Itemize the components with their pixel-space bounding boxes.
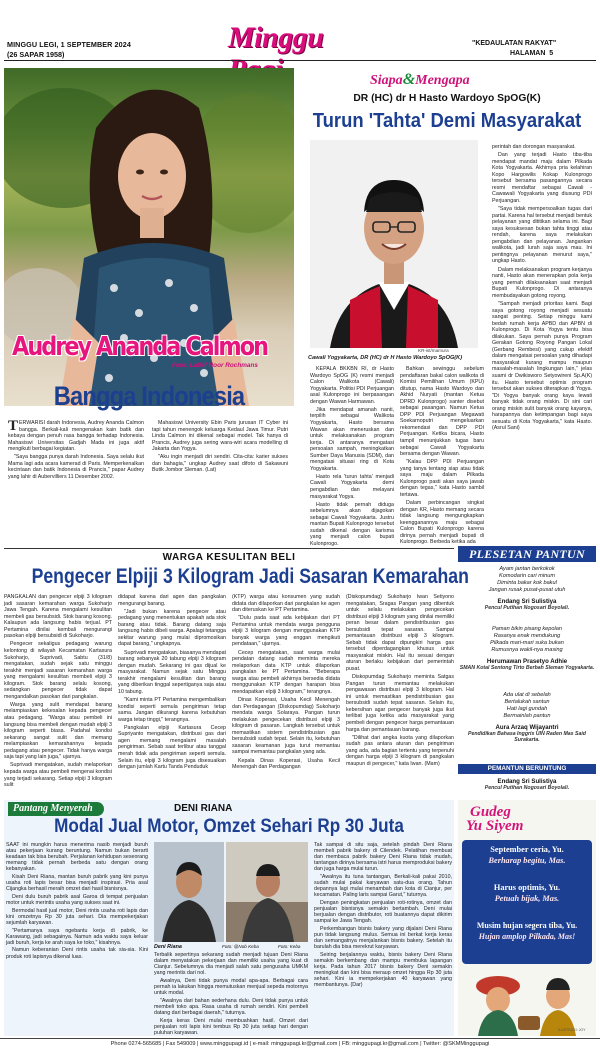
- gudeg-line-a: September ceria, Yu.: [490, 845, 564, 854]
- deni-section-label: Pantang Menyerah: [13, 803, 93, 814]
- deni-para: Dengan peningkatan penjualan roti-rotinya, omzet dan penjualan bisnisnya semakin bertambah. Deni mulai berjualan dengan distributor, roti buatannya dapat dikirim sampai ke Jawa Tengah.: [314, 900, 452, 925]
- lpg-headline: Pengecer Elpiji 3 Kilogram Jadi Sasaran Kemarahan: [31, 565, 469, 588]
- profile-headline: Turun 'Tahta' Demi Masyarakat: [312, 109, 582, 132]
- pantun-box: [458, 546, 596, 762]
- gudeg-title-l2: Yu Siyem: [466, 818, 524, 834]
- header-rule: [4, 60, 596, 61]
- lpg-col3: [232, 594, 340, 772]
- lpg-col1: [4, 594, 112, 790]
- lpg-para: Dinas Koperasi, Usaha Kecil Menengah dan Perdagangan (Diskopumdag) Sukoharjo mendata warga Solaraya. Pangan turun melakukan pengecekan distribusi elpiji 3 kilogram di pasaran. Langkah tersebut untuk memastikan sistem pendistribusian gas bersubsidi sudah tepat. Selain itu, kebutuhan sasaran keamanan juga turut memantau sampai memantau pangkalan yang ada.: [232, 696, 340, 756]
- pantun-block-3: [458, 692, 596, 743]
- deni-para: Tak sampai di situ saja, setelah pindah Deni Riana membeli pabrik bakery di Cilendek. Pelatihan membuat dan membaca pabrik bakery Deni Riana tidak mudah, tantangan dirinya bersama istri harus memproduksi bakery dan juga harga mulai turun.: [314, 842, 452, 873]
- deni-story: [4, 800, 454, 1036]
- pantun-author: Herumawan Prasetyo Adhie: [486, 658, 568, 665]
- feature-headline: Bangga Indonesia: [53, 381, 245, 411]
- deni-para: "Awalnya itu tuna tantangan, Berkali-kali pakai 2010, sudah mulai pakai karyawan satu-dua orang. Tahun depannya lagi mulai menambah dan kota di Cianjur, per kecamatan. Paling laris sampai Garut," tuturnya.: [314, 874, 452, 899]
- pantun-line: Rasanya enak mendukung: [493, 633, 561, 639]
- pantun-org: Pencul Putihan Nogosari Boyolali.: [484, 605, 570, 611]
- dropcap: T: [8, 418, 19, 434]
- gudeg-cartoon: [458, 966, 596, 1036]
- page-footer: [0, 1038, 600, 1050]
- masthead-motto: "KEDAULATAN RAKYAT": [472, 40, 557, 47]
- feature-body-col2: [152, 420, 288, 476]
- lpg-story: [4, 548, 469, 798]
- deni-credit-left: Foto: @Nob Keba: [222, 944, 259, 949]
- gudeg-line-a: Musim hujan segera tiba, Yu.: [476, 921, 578, 930]
- gudeg-line-b: Petuah bijak, Mas.: [494, 894, 560, 903]
- lpg-rule: [4, 548, 454, 549]
- lpg-para: (Diskopumdag) Sukoharjo Iwan Setiyono mengatakan, Sragas Pangan yang dibentuk untuk selalu melakukan pengecekan distribusi elpiji 3 kilogram yang dinilai memiliki peran besar dalam pendistribusian gas bersubsidi tepat sasaran. Sampai pemantauan distribusi elpiji 3 kilogram. Sebab tidak dapat dipungkiri harga gas tersebut diperdagangkan khusus untuk masyarakat miskin. Hal itu sesuai dengan aturan berlaku kebijakan dari pemerintah pusat.: [346, 594, 454, 673]
- pantun-line: Paman bikin pisang kepolan: [492, 626, 562, 632]
- winner-org: Pencul Putihan Nogosari Boyolali.: [484, 785, 570, 791]
- pantun-line: Rumusnya wakil-nya masing: [491, 647, 563, 653]
- gudeg-dialog: [462, 844, 592, 942]
- deni-para: "Awalnya dari bahan sederhana dulu. Deni tidak punya untuk membeli toko apa. Rasa usaha di rumah sendiri. Kini pembeli datang dari berbagai daerah," tuturnya.: [154, 997, 308, 1017]
- profile-para: Hasto rela 'turun tahta' menjadi Cawali Yogyakarta demi pengabdian dan melayani masyarakat Yogya.: [310, 473, 394, 500]
- pantun-line: Bermainlah pantun: [503, 713, 551, 719]
- lpg-para: Pengecer sekaligus pedagang warung kelontong di wilayah Kecamatan Kartasura Sukoharjo, Suprivadi, Sabtu (31/8) mengatakan, sudah sejak satu minggu terakhir menjadi sasaran kemarahan warga yang mengalami kesulitan membeli elpiji 3 kilogram. Stok barang selalu kosong, sedangkan pengecer tidak dapat mengandalkan pasokan dari pangkalan.: [4, 641, 112, 700]
- winner-band: PEMANTUN BERUNTUNG: [458, 764, 596, 774]
- hijri-date: (26 SAPAR 1958): [7, 50, 65, 59]
- lpg-para: PANGKALAN dan pengecer elpiji 3 kilogram jadi sasaran kemarahan warga Sukoharjo Jawa Tengah. Karena mengalami kesulitan membeli gas bersubsidi. Stok barang kosong. Kalaupun ada langsung habis terjual. PT Pertamina dinilai kembali mengurangi pasokan elpiji bersubsidi di Sukoharjo.: [4, 594, 112, 640]
- deni-photo-left: [154, 842, 224, 942]
- feature-photo-credit: Foto: Latief Noor Rochmans: [172, 362, 258, 369]
- lpg-para: "Dilihat dari angka kuota yang dilaporkan sudah pas antara aturan dan pengiriman yang ada, ada bagian tertentu yang terpenuhi dengan harga elpiji 3 kilogram di pangkalan maupun di pengecer," kata Iwan. (Mam): [346, 734, 454, 767]
- lpg-para: Pangkalan elpiji Kartasura Cecep Supriyanto mengatakan, distribusi gas dari agen memang mengalami masalah pengiriman. Sebab saat terlibur atau tanggal merah tidak ada pengiriman seperti semula. Selain itu, elpiji 3 kilogram juga disesuaikan dengan jumlah Kartu Tanda Penduduk: [118, 724, 226, 771]
- feature-body-col1: [8, 420, 144, 482]
- winner-author: Endang Sri Sulistiya: [497, 778, 557, 785]
- deni-para: "Pertamanya saya ngebantu kerja di pabrik, ke Karawang, jadi sebagainya. Namun ada waktu saya keluar jadi buruh, kerja ke arah saya ke toko," kisahnya.: [6, 927, 148, 946]
- gudeg-line-b: Hujan amplop Pilkada, Mas!: [478, 932, 576, 941]
- deni-caption-right: Foto: Keba: [278, 944, 301, 949]
- hasto-illustration: [310, 140, 478, 348]
- deni-photo-right: [226, 842, 308, 942]
- profile-para: Hasto tidak pernah diduga sebelumnya akan dijagokan sebagai Cawali Yogyakarta. Justru mantan Bupati Kulonprogo tersebut sudah dikenal dengan karisma yang menjadi calon bupati Kulonprogo.: [310, 501, 394, 547]
- pantun-line: Komodarin cari minum: [499, 573, 555, 579]
- gudeg-line-a: Harus optimis, Yu.: [493, 883, 561, 892]
- gudeg-title-l1: Gudeg: [470, 804, 511, 820]
- masthead-logo: [228, 22, 368, 54]
- profile-caption: Cawali Yogyakarta, DR (HC) dr H Hasto Wardoyo SpOG(K): [308, 355, 463, 361]
- profile-photo: [310, 140, 478, 348]
- feature-para: "Aku ingin menjadi diri sendiri. Cita-cita: karier sukses dan bahagia," ungkap Audrey saat difoto di Sakawuni Butik Jombor Sleman. (Lat): [152, 454, 288, 474]
- lpg-para: Cecep mengatakan, saat warga mulai pendatan datang sudah meminta mereka melaporkan data KTP untuk dilaporkan pangkalan ke PT Pertamina. "Beberapa warga atau pembeli akhirnya bersedia didata menggunakan KTP dengan harapan bisa mendapatkan elpiji 3 kilogram," terangnya.: [232, 649, 340, 695]
- deni-para: Awalnya, Deni tidak punya modal apa-apa. Berbagai cara pernah ia lakukan hingga memutuskan menjual sepeda motornya untuk modal.: [154, 977, 308, 997]
- deni-name: DENI RIANA: [174, 803, 233, 814]
- pantun-author: Endang Sri Sulistiya: [497, 598, 557, 605]
- pantun-title: PLESETAN PANTUN: [469, 547, 585, 561]
- feature-para: Mahasiswi University Ebin Paris jurusan IT Cyber ini tapi tahun menengok keluarga Kedaul Jawa Timur. Putri Linda Calmon ini dikenal sebagai model. Tak hanya di Prancis, Audrey juga sering wara-wiri acara modelling di Jakarta dan Yogya.: [152, 420, 288, 453]
- deni-para: Kerja keras Deni mulai membuahkan hasil. Omzet dari penjualan roti lapis kini tembus Rp 30 juta setiap hari dengan puluhan karyawan.: [154, 1017, 308, 1036]
- pantun-line: Pilkada mari-mari suka bukan: [490, 640, 564, 646]
- feature-audrey: [4, 68, 294, 546]
- section-badge-pre: Siapa: [370, 73, 403, 88]
- pantun-line: Ada ulat di sebelah: [503, 692, 551, 698]
- deni-para: Deni dulu buruh pabrik asal Garoa di tempat penjualan motor untuk merintis usaha yang sukses saat ini.: [6, 893, 148, 907]
- gudeg-spacer: [462, 904, 592, 920]
- deni-col1: [6, 842, 148, 961]
- page-header: [0, 0, 600, 66]
- section-badge-post: Mengapa: [415, 73, 470, 88]
- gudeg-artist: ILUSTRASI: JOY: [558, 1028, 586, 1032]
- pantun-line: Ayam jantan berkokok: [499, 566, 555, 572]
- gudeg-line-b: Berharap begitu, Mas.: [488, 856, 566, 865]
- profile-para: Dan yang terjadi Hasto tiba-tiba mendapat mandat maju dalam Pilkada Kota Yogyakarta. Akhirnya pria kelahiran Kopo Hargowilis Kokap Kulonprogo tersebut bersama pasangannya secara resmi mendaftar sebagai Cawali - Cawawali Yogyakarta yang diusung PDI Perjuangan.: [492, 152, 592, 204]
- lpg-col4: [346, 594, 454, 769]
- pantun-org: SMAN Kotal Sentong Tirto Berbah Sleman Yogyakarta.: [459, 665, 595, 671]
- deni-para: SAAT ini mungkin harus menerima nasib menjadi buruh atau pekerjaan kurang beruntung. Namun bukan berarti keadaan tak bisa berubah. Perjalanan kehidupan seseorang memang tidak pernah berbeda satu dengan orang kebanyakan.: [6, 842, 148, 873]
- date-line: MINGGU LEGI, 1 SEPTEMBER 2024: [7, 40, 131, 49]
- lpg-para: Warga yang sulit mendapat barang melampiaskan kekesalan kepada pengecer atau pedagang. "Warga atau pembeli ini langsung bisa membeli dengan mudah elpiji 3 kilogram seperti biasa. Padahal kondisi sekarang sangat sulit dan memang melampiaskan kemarahannya kepada pedagang atau pengecer. Tidak hanya warga saja tapi yang lain juga," ujarnya.: [4, 701, 112, 761]
- pantun-line: Diminta bakar kok bakul: [497, 580, 557, 586]
- lpg-para: Suprivadi mengatakan, sudah melaporkan kepada warga atau pembeli mengenai kondisi yang terjadi sekarang. Setiap elpiji 3 kilogram sulit: [4, 762, 112, 789]
- lpg-para: didapat karena dari agen dan pangkalan mengurangi barang.: [118, 594, 226, 607]
- lpg-para: "Jadi bukan karena pengecer atau pedagang yang menentukan apakah ada stok barang atau tidak. Barang datang saja langsung habis dibeli warga. Apalagi tetangga sekitar warung yang mulai dipromosikan dapat barang," ungkapnya.: [118, 608, 226, 648]
- lpg-para: Kepala Dinas Koperasi, Usaha Kecil Menengah dan Perdagangan: [232, 757, 340, 771]
- pantun-line: Bertalukah santun: [504, 699, 550, 705]
- lpg-para: "Dulu pada saat ada kebijakan dari PT Pertamina untuk mendata warga pengguna elpiji 3 kilogram dengan menggunakan KTP banyak warga yang enggan mengikuti pendataan," ujarnya.: [232, 615, 340, 648]
- pantun-line: Jangan rusak pusat-pusat utuh: [488, 587, 566, 593]
- deni-photo-left-illustration: [154, 842, 224, 942]
- section-badge-amp: &: [402, 71, 416, 88]
- lpg-para: Diskopumdag Sukoharjo meminta Satgas Pangan turun memantau melakukan pengawasan distribusi elpiji 3 kilogram. Hal ini untuk memastikan pendistribusian gas bersubsidi sudah tepat sasaran. Selain itu, kebersihan agar pengecer banyak juga ikut terlibat juga ketika ada masyarakat yang pembeli dengan pengecer harga pemantauan harga dan pemantauan barang.: [346, 674, 454, 733]
- profile-para: Dalam melaksanakan program kerjanya nanti, Hasto akan menerapkan pola kerja yang pernah dilaksanakan saat menjadi Bupati Kulonprogo. Di antaranya membudayakan gotong royong.: [492, 266, 592, 299]
- profile-para: Dalam perbincangan singkat dengan KR, Hasto memang secara tidak langsung mengungkapkan keengganannya maju sebagai Calon Bupati Kulonprogo karena dirinya pernah menjadi bupati di Kulonprogo. Berbeda ketika ada: [400, 500, 484, 546]
- gudeg-cartoon-illustration: [458, 966, 596, 1036]
- winner-box: [458, 764, 596, 798]
- pantun-block-1: [458, 566, 596, 611]
- lpg-para: (KTP) warga atau konsumen yang sudah didata dan dilaporkan dari pangkalan ke agen dan diteruskan ke PT Pertamina.: [232, 594, 340, 614]
- profile-para: "Saya tidak mempersoalkan tugas dari partai. Karena hal tersebut menjadi bentuk pelayanan yang dititikan selama ini. Bagi saya kesuksesan bukan tahta tinggi atau rendah, karena saya melakukan pengabdian dan pelayanan. Jangankan walikota, jadi lurah saja saya mau. Ini pentingnya pelayanan menurut saya," ungkap Hasto.: [492, 206, 592, 265]
- profile-col-c: [492, 144, 592, 433]
- deni-para: Seiring berjalannya waktu, bisnis bakery Deni Riana semakin berkembang dan mampu membuka lapangan kerja. Pada tahun 2017 bisnis bakery Deni semakin meningkat dan kini bisa meraup omzet hingga Rp 30 juta sehari. Kini ia mempekerjakan 40 karyawan yang membantunya. (Dar): [314, 951, 452, 989]
- page-number: HALAMAN 5: [510, 50, 554, 57]
- profile-para: "Sampah menjadi prioritas kami. Bagi saya gotong royong menjadi sesuatu sangat penting. Setiap minggu kami bedah rumah kerja APBD dan APBN di Kulonprogo. Di Kota Yogya tentu bisa dilakukan. Saya pernah punya Program Gerakan Gotong Royong Pangan Lokal (Gerbang Rembesi) yang cukup efektif dalam mengatasi persoalan yang dihadapi masyarakat kurang mampu maupun masalah-masalah lingkungan lain," jelas suami dr Dwikisworo Setyowireni Sp.A(K) itu. Hasto tersebut optimis program tersebut akan sukses diterapkan di Yogya. "Di Yogya banyak orang kaya lewati banyak tidak orang miskin. Di sini cari orang miskin sulit banyak orang kayanya, harapannya dan ketimpangan bagi saya sesuatu di Kota Yogyakarta," kata Hasto. (Asrul Sani): [492, 300, 592, 432]
- deni-caption-left: Deni Riana: [154, 944, 182, 950]
- pantun-org: Pendidikan Bahasa Inggris UIN Raden Mas Said Surakarta.: [468, 731, 586, 743]
- masthead-title: Minggu: [228, 21, 324, 54]
- feature-para: [8, 420, 144, 453]
- lpg-col2: [118, 594, 226, 772]
- lpg-para: "Kami minta PT Pertamina mengembalikan kondisi seperti semula pengiriman tetap sama. Jangan dikurangi karena kebutuhan warga tetap tinggi," terangnya.: [118, 696, 226, 723]
- deni-section-tag: [8, 802, 104, 816]
- section-badge: [370, 71, 470, 88]
- deni-headline: Modal Jual Motor, Omzet Sehari Rp 30 Juta: [54, 816, 404, 837]
- profile-col-a: [310, 366, 394, 549]
- gudeg-spacer: [462, 866, 592, 882]
- profile-para: Jika mendapat amanah nanti, terpilih sebagai Walikota Yogyakarta, Hasto bersama Wawan akan meneruskan dan untuk melaksanakan program kerja. Di antaranya mengatasi persoalan sampah, meningkatkan Sumber Daya Manusia (SDM), dan mengatasi situasi ring di Kota Yogyakarta.: [310, 406, 394, 472]
- deni-photo-right-illustration: [226, 842, 308, 942]
- profile-para: perintah dan dorongan masyarakat.: [492, 144, 576, 150]
- feature-name: Audrey Ananda Calmon: [12, 332, 268, 362]
- profile-para: "Kalau DPP PDI Perjuangan yang tanya tentang siap atau tidak saya maju dalam Pilkada Kulonprogo pasti akan saya jawab dengan tegas," kata Hasto sambil tertawa.: [400, 459, 484, 498]
- pantun-line: Hati lagi gundah: [506, 706, 548, 712]
- deni-para: Perkembangan bisnis bakery yang dijalani Deni Riana pun tidak langsung mulus. Semua ini berkat kerja keras dan semangatnya menjalankan bisnis bakery. Setelah itu barulah dia bisa merekrut karyawan.: [314, 926, 452, 951]
- profile-hasto: [298, 68, 596, 546]
- feature-para: "Saya bangga punya darah Indonesia. Saya selalu ikut Mama lagi ada acara kamerad di Paris. Memperkenalkan kecintaan dan batik Indonesia di Prancis," papar Audrey yang lahir di Aubervilliers 11 Desember 2002.: [8, 454, 144, 480]
- profile-photo-credit: KR-ist/mamura: [418, 348, 449, 353]
- deni-para: Namun keberanian Deni rintis usaha tak sia-sia. Kini produk roti lapisnya dikenal luas.: [6, 947, 148, 960]
- lpg-kicker: WARGA KESULITAN BELI: [162, 552, 296, 563]
- deni-para: Terbalik sepertinya sekarang sudah menjadi tujuan Deni Riana dalam menyatakan pekerjaan dan memiliki usaha yang kuat di Cianjur. Sebelumnya dia menjadi salah satu pengusaha UMKM yang merintis dari nol.: [154, 952, 308, 977]
- gudeg-box: [458, 800, 596, 1036]
- profile-para: Bahkan sewinggu sebelum pendaftaran bakal calon walikota di Komisi Pemilihan Umum (KPU) ditutup, nama Hasto Wardoyo dan Akhid Nuryati (mantan Ketua DPRD Kulonprogo) santer disebut sebagai pasangan. Namun Ketua DPP PDI Perjuangan Megawati Soekarnoputri mengeluarkan rekomendasi dan DPP PDI Perjuangan. Ketika bicara, Hasto tampil menunjukkan tugas baru sebagai Cawali Yogyakarta bersama dengan Wawan.: [400, 366, 484, 458]
- deni-col2: [154, 952, 308, 1038]
- profile-col-b: [400, 366, 484, 548]
- pantun-block-2: [458, 626, 596, 671]
- footer-contact: Phone 0274-565685 | Fax 549009 | www.minggupagi.id | e-mail: minggupagi.kr@gmail.com | FB: minggupagi.kr@gmail.com | Twitter: @SKMMinggupagi: [110, 1041, 490, 1047]
- deni-col3: [314, 842, 452, 990]
- deni-para: Kisah Deni Riana, mantan buruh pabrik yang kini punya usaha roti lapis besar bisa menjadi inspirasi. Pria asal Cijangka berhasil meraih omzet dari hasil bisnisnya.: [6, 874, 148, 893]
- lpg-para: Suprivadi mengatakan, biasanya mendapat barang sebanyak 20 tabung elpiji 3 kilogram dengan mudah. Sekarang ini gas dijual ke masyarakat. Namun sejak satu Minggu terakhir mengalami kesulitan dan barang yang diberikan tinggal sepertiganya saja atau 10 tabung.: [118, 649, 226, 695]
- profile-name: DR (HC) dr H Hasto Wardoyo SpOG(K): [353, 93, 541, 104]
- pantun-author: Aura Arzaq Wijayantri: [495, 724, 559, 731]
- profile-para: KEPALA BKKBN RI, dr Hasto Wardoyo SpOG (K) resmi menjadi Calon Walikota (Cawali) Yogyakarta. Politisi PDI Perjuangan asal Kulonprogo ini berpasangan dengan Wawan Harmawan.: [310, 366, 394, 405]
- deni-para: Bermodal hasil jual motor, Deni rintis usaha roti lapis dan kini omzetnya Rp 30 juta sehari. Dia mempekerjakan sejumlah karyawan.: [6, 907, 148, 926]
- feature-text: ERWARISI darah Indonesia, Audrey Ananda Calmon bangga. Berkali-kali mengenakan kain batik dan kebaya dengan penuh rasa bangga terhadap Indonesia. Mahasiswi Universitas Gadjah Mada ini juga aktif mengikuti berbagai kegiatan.: [8, 420, 144, 453]
